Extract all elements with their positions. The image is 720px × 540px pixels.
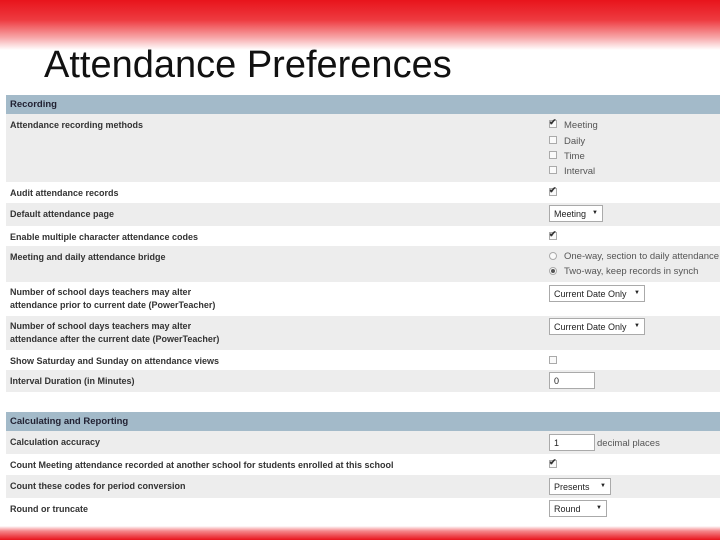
count-other-school-checkbox[interactable] (549, 460, 557, 468)
row-round-or-truncate (6, 498, 720, 520)
alter-after-select[interactable] (549, 318, 645, 335)
count-other-school-label: Count Meeting attendance recorded at another school for students enrolled at this school (10, 460, 394, 470)
section-header-recording: Recording (6, 95, 720, 114)
row-period-conversion-codes (6, 475, 720, 498)
row-attendance-bridge (6, 246, 720, 282)
section-header-calculating: Calculating and Reporting (6, 412, 720, 431)
row-show-weekend (6, 350, 720, 370)
round-or-truncate-label: Round or truncate (10, 504, 88, 514)
alter-prior-label (10, 286, 215, 312)
daily-option-label: Daily (564, 136, 586, 147)
round-or-truncate-value: Round (554, 504, 581, 514)
default-attendance-page-label: Default attendance page (10, 209, 115, 219)
calculation-accuracy-input[interactable]: 1 (549, 434, 595, 451)
audit-attendance-label: Audit attendance records (10, 188, 119, 198)
row-attendance-recording-methods (6, 114, 720, 182)
alter-after-label-line1: Number of school days teachers may alter (10, 321, 192, 331)
two-way-bridge-label: Two-way, keep records in synch (564, 266, 699, 277)
interval-checkbox[interactable] (549, 166, 557, 174)
row-count-other-school (6, 454, 720, 475)
chevron-down-icon: ▼ (634, 290, 640, 296)
chevron-down-icon: ▼ (596, 505, 602, 511)
meeting-checkbox[interactable] (549, 120, 557, 128)
interval-duration-input[interactable]: 0 (549, 372, 595, 389)
title-background-band (0, 0, 720, 50)
daily-checkbox[interactable] (549, 136, 557, 144)
show-weekend-checkbox[interactable] (549, 356, 557, 364)
alter-after-value: Current Date Only (554, 322, 627, 332)
decimal-places-label: decimal places (597, 438, 660, 449)
period-conversion-codes-value: Presents (554, 482, 590, 492)
default-attendance-page-value: Meeting (554, 209, 587, 219)
row-default-attendance-page (6, 203, 720, 226)
audit-attendance-checkbox[interactable] (549, 188, 557, 196)
slide-title: Attendance Preferences (44, 44, 452, 86)
footer-background-band (0, 526, 720, 540)
row-interval-duration (6, 370, 720, 392)
chevron-down-icon: ▼ (600, 483, 606, 489)
alter-prior-select[interactable] (549, 285, 645, 302)
chevron-down-icon: ▼ (592, 210, 598, 216)
one-way-bridge-label: One-way, section to daily attendance (564, 251, 720, 262)
row-multi-char-codes (6, 226, 720, 246)
calculation-accuracy-label: Calculation accuracy (10, 437, 101, 447)
alter-prior-label-line1: Number of school days teachers may alter (10, 287, 192, 297)
row-alter-prior (6, 282, 720, 316)
two-way-bridge-radio[interactable] (549, 267, 557, 275)
period-conversion-codes-select[interactable] (549, 478, 611, 495)
attendance-bridge-label: Meeting and daily attendance bridge (10, 252, 166, 262)
row-alter-after (6, 316, 720, 350)
show-weekend-label: Show Saturday and Sunday on attendance views (10, 356, 220, 366)
period-conversion-codes-label: Count these codes for period conversion (10, 481, 186, 491)
row-audit-attendance (6, 182, 720, 203)
chevron-down-icon: ▼ (634, 323, 640, 329)
interval-duration-label: Interval Duration (in Minutes) (10, 376, 135, 386)
meeting-option-label: Meeting (564, 120, 598, 131)
multi-char-codes-label: Enable multiple character attendance codes (10, 232, 199, 242)
interval-option-label: Interval (564, 166, 596, 177)
attendance-recording-methods-label: Attendance recording methods (10, 120, 144, 130)
time-checkbox[interactable] (549, 151, 557, 159)
alter-after-label (10, 320, 219, 346)
alter-prior-label-line2: attendance prior to current date (PowerTeacher) (10, 300, 216, 310)
time-option-label: Time (564, 151, 585, 162)
default-attendance-page-select[interactable] (549, 205, 603, 222)
round-or-truncate-select[interactable] (549, 500, 607, 517)
alter-prior-value: Current Date Only (554, 289, 627, 299)
alter-after-label-line2: attendance after the current date (PowerTeacher) (10, 334, 220, 344)
one-way-bridge-radio[interactable] (549, 252, 557, 260)
row-calculation-accuracy (6, 431, 720, 454)
multi-char-codes-checkbox[interactable] (549, 232, 557, 240)
